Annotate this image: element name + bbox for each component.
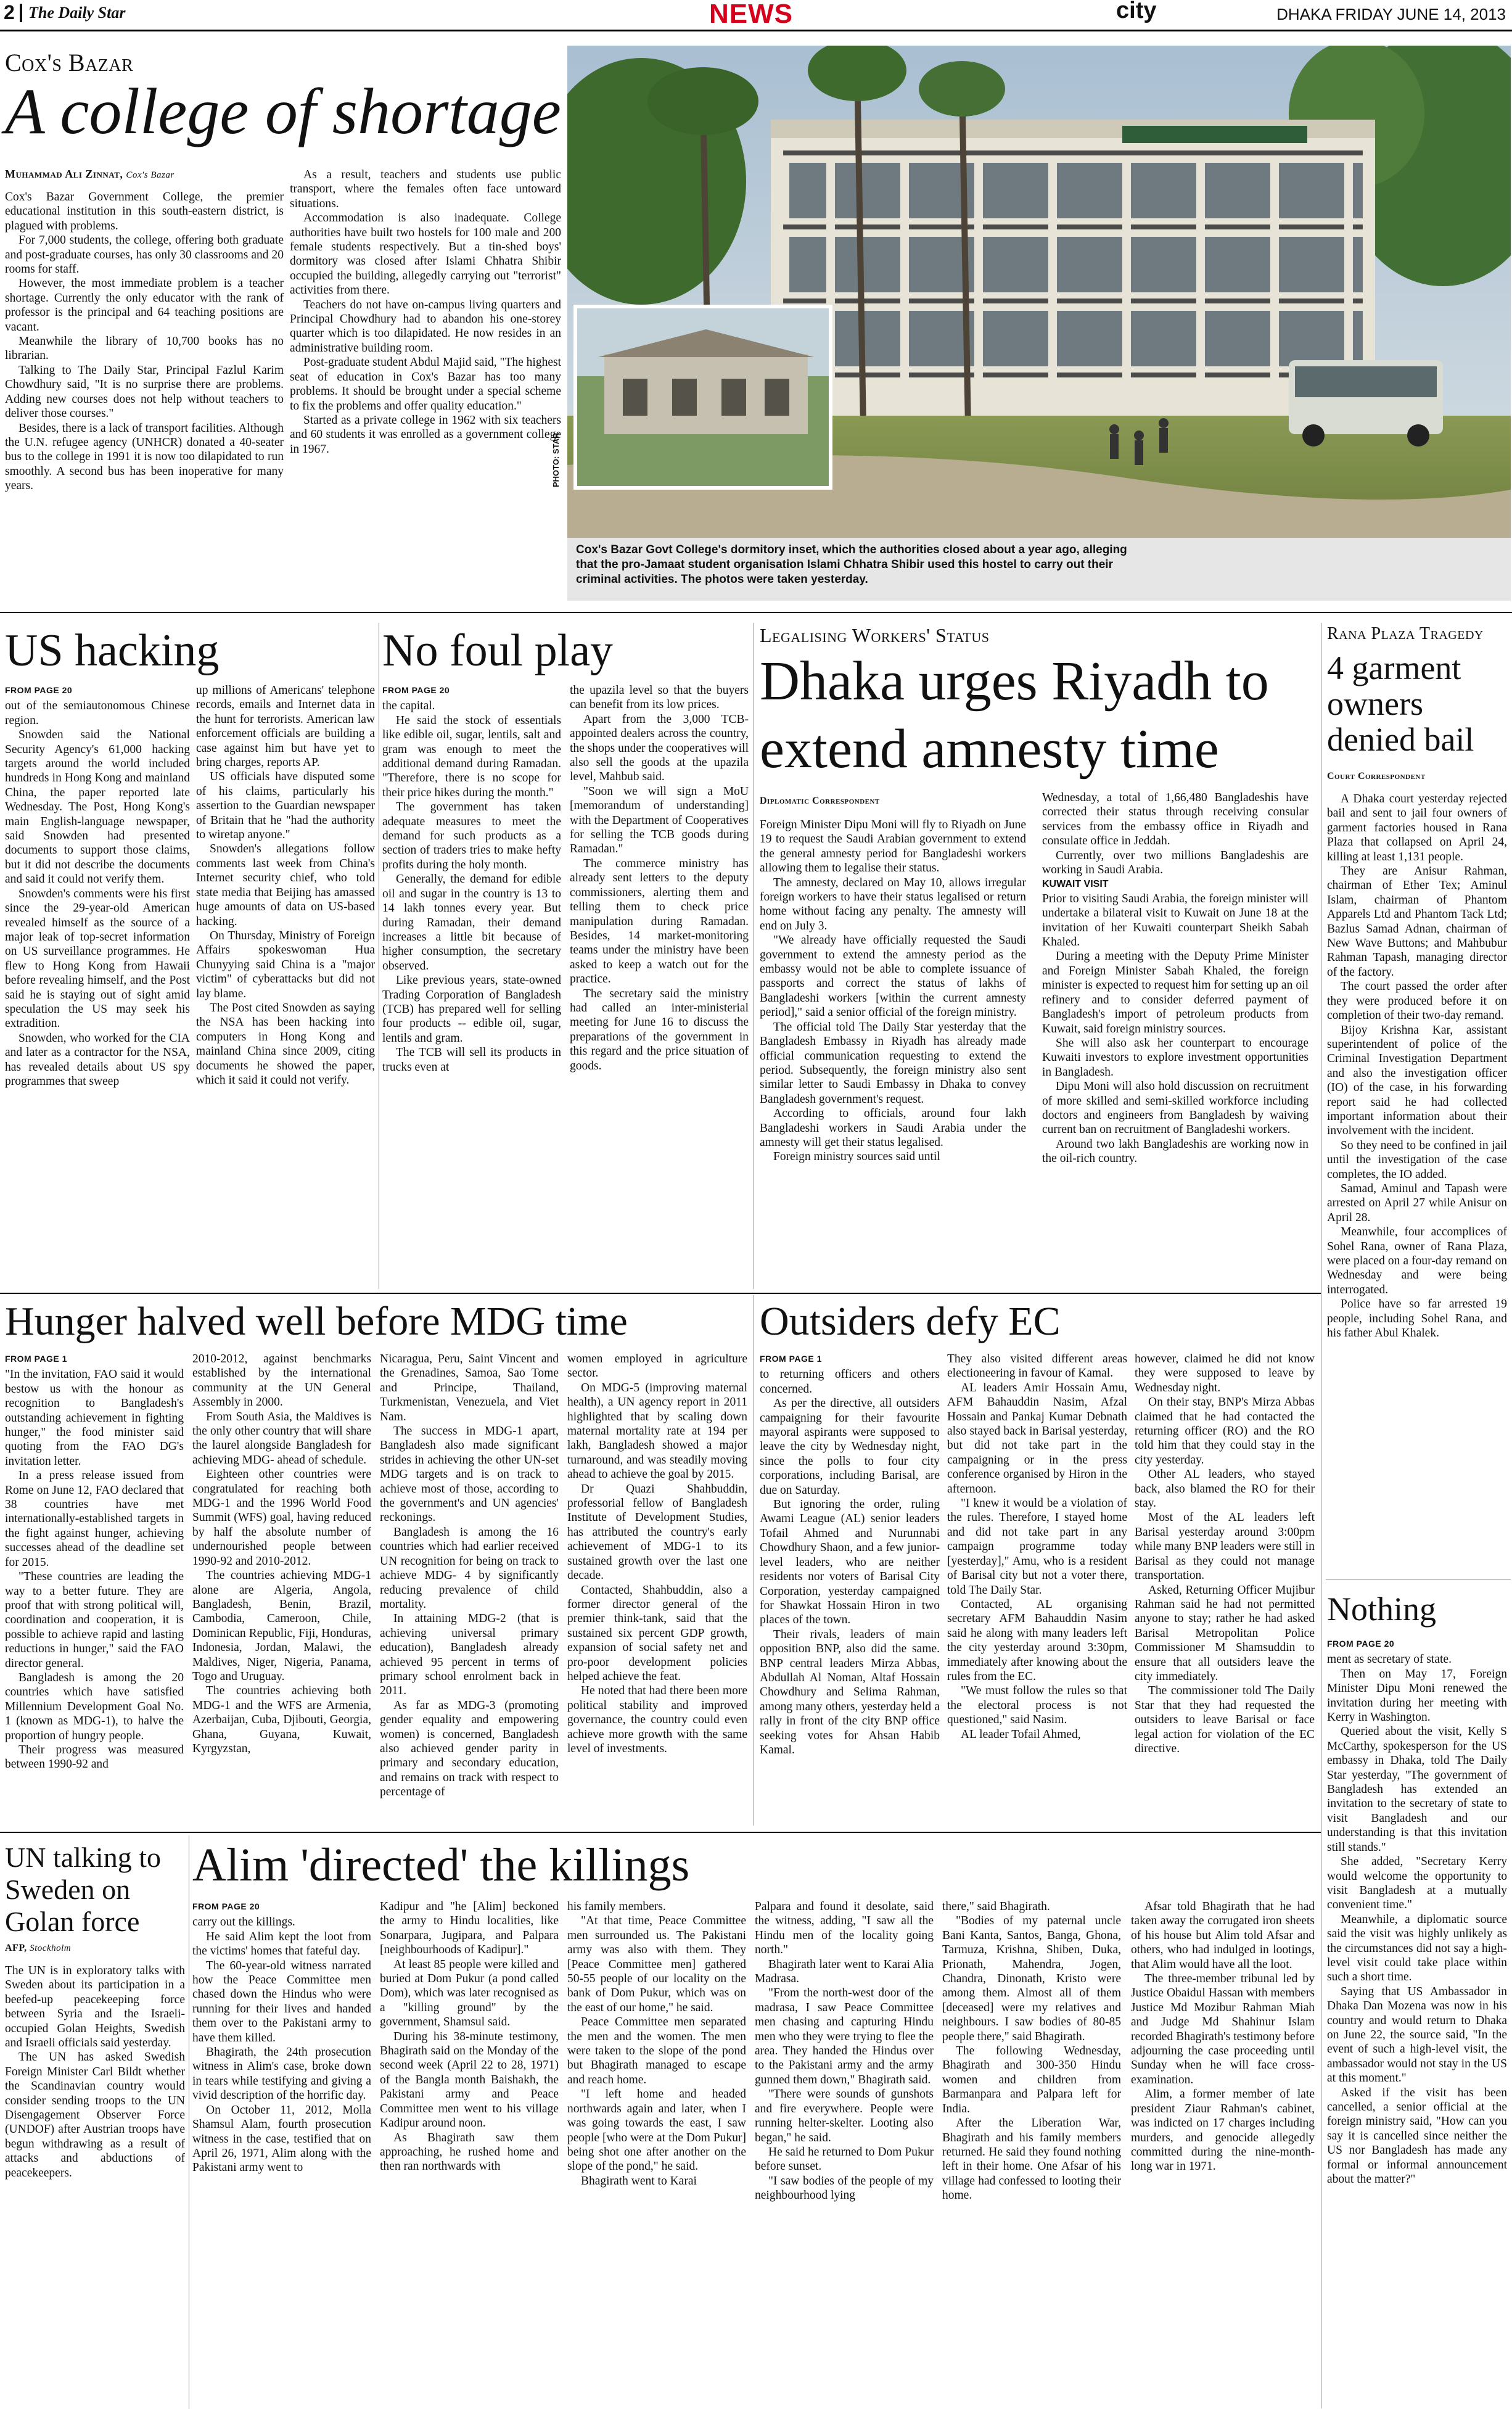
- article-paragraph: The UN has asked Swedish Foreign Minister Carl Bildt whether the Scandinavian country would consider sending troops to the UN Disengagement Observer Force (UNDOF) after Austrian troops have begun withdrawing as a result of attacks and abductions of peacekeepers.: [5, 2051, 185, 2180]
- masthead: [0, 0, 1512, 28]
- article-paragraph: Their rivals, leaders of main opposition BNP, also did the same. BNP central leaders Mirza Abbas, Abdullah Al Noman, Altaf Hossain Chowdhury and Selima Rahman, among many others, yesterday held a rally in front of the city BNP office seeking votes for Ahsan Habib Kamal.: [760, 1628, 940, 1756]
- article-paragraph: "We must follow the rules so that the electoral process is not questioned," said Nasim.: [947, 1684, 1127, 1727]
- article-paragraph: up millions of Americans' telephone records, emails and Internet data in the hunt for terrorists. American law enforcement officials are building a case against him but have yet to bring charges, reports AP.: [196, 684, 375, 770]
- article-paragraph: The secretary said the ministry had called an inter-ministerial meeting for June 16 to discuss the preparations of the government in this regard and the price situation of goods.: [570, 987, 749, 1073]
- article-paragraph: Queried about the visit, Kelly S McCarthy, spokesperson for the US embassy in Dhaka, told The Daily Star yesterday, "The government of Bangladesh has extended an invitation to the secretary of state to visit Bangladesh and our understanding is that this invitation still stands.": [1327, 1725, 1507, 1854]
- article-paragraph: Snowden's allegations follow comments last week from China's Internet security chief, who told state media that Beijing has amassed huge amounts of data on US-based hacking.: [196, 842, 375, 928]
- rana-headline: 4 garment owners denied bail: [1327, 649, 1474, 758]
- article-paragraph: The success in MDG-1 apart, Bangladesh also made significant strides in achieving the other UN-set MDG targets and is on track to achieve most of those, according to the government's and UN agencies' reckonings.: [380, 1425, 559, 1525]
- from-page-label: FROM PAGE 20: [192, 1901, 260, 1911]
- article-paragraph: Apart from the 3,000 TCB-appointed dealers across the country, the shops under the cooperatives will also sell the goods at the upazila level, Mahbub said.: [570, 712, 749, 784]
- article-paragraph: Post-graduate student Abdul Majid said, "The highest seat of education in Cox's Bazar has too many problems. It should be brought under a special scheme to fix the problems and offer quality education.": [290, 356, 561, 413]
- us-hacking-col-1: [5, 683, 190, 1285]
- hunger-col-2: [192, 1352, 371, 1821]
- article-paragraph: "There were sounds of gunshots and fire everywhere. People were running helter-skelter. Looting also began," he said.: [755, 2088, 934, 2144]
- article-paragraph: "I left home and headed northwards again and later, when I was going towards the east, I saw people [who were at the Dom Pukur] being shot one after another on the slope of the pond," he said.: [567, 2088, 746, 2173]
- article-paragraph: Generally, the demand for edible oil and sugar in the country is 13 to 14 lakh tonnes every year. But during Ramadan, their demand increases a little bit because of higher consumption, the secretary observed.: [382, 873, 561, 973]
- rana-col: [1327, 792, 1507, 1409]
- article-paragraph: "At that time, Peace Committee men surrounded us. The Pakistani army was also with them. They [Peace Committee men] gathered 50-55 people of our locality on the bank of Dom Pukur, which was on the east of our home," he said.: [567, 1914, 746, 2014]
- article-paragraph: ment as secretary of state.: [1327, 1653, 1452, 1666]
- college-byline: Muhammad Ali Zinnat, Cox's Bazar: [5, 168, 175, 180]
- article-paragraph: Bhagirath went to Karai: [581, 2174, 697, 2188]
- article-paragraph: He said the stock of essentials like edible oil, sugar, lentils, salt and gram was enough to meet the additional demand during Ramadan. "Therefore, there is no scope for their price hikes during the month.": [382, 714, 561, 799]
- from-page-label: FROM PAGE 20: [382, 685, 450, 695]
- article-paragraph: The countries achieving both MDG-1 and the WFS are Armenia, Azerbaijan, Cuba, Djibouti, Georgia, Ghana, Guyana, Kuwait, Kyrgyzstan,: [192, 1684, 371, 1755]
- article-paragraph: The government has taken adequate measures to meet the demand for such products as a section of traders tries to make hefty profits during the holy month.: [382, 801, 561, 871]
- hunger-col-3: [380, 1352, 559, 1821]
- article-paragraph: At least 85 people were killed and buried at Dom Pukur (a pond called Dom), which was later recognised as a "killing ground" by the government, Shamsul said.: [380, 1958, 559, 2029]
- article-paragraph: the capital.: [382, 699, 435, 713]
- subsection-label: city: [1116, 0, 1157, 23]
- article-paragraph: Contacted, AL organising secretary AFM Bahauddin Nasim said he along with many leaders left the city yesterday around 3:30pm, immediately after knowing about the rules from the EC.: [947, 1597, 1127, 1683]
- un-golan-headline: UN talking to Sweden on Golan force: [5, 1842, 161, 1937]
- article-paragraph: He said he returned to Dom Pukur before sunset.: [755, 2145, 934, 2173]
- section-rule: [0, 1293, 1321, 1294]
- article-paragraph: The official told The Daily Star yesterday that the Bangladesh Embassy in Riyadh has already made official communication requesting to extend the period. Subsequently, the foreign ministry also sent similar letter to Saudi Embassy in Dhaka to convey Bangladesh government's request.: [760, 1020, 1026, 1106]
- article-paragraph: Snowden's comments were his first since the 29-year-old American revealed himself as the source of a major leak of top-secret information on US surveillance programmes. He flew to Hong Kong from Hawaii before revealing himself, and the Post said he is staying out of sight amid speculation the US may seek his extradition.: [5, 887, 190, 1031]
- article-paragraph: "Soon we will sign a MoU [memorandum of understanding] with the Department of Cooperatives for selling the TCB goods during Ramadan.": [570, 784, 749, 856]
- article-paragraph: On Thursday, Ministry of Foreign Affairs spokeswoman Hua Chunyying said China is a "major victim" of cyberattacks but did not lay blame.: [196, 929, 375, 1000]
- un-golan-col: [5, 1964, 185, 2408]
- article-paragraph: But ignoring the order, ruling Awami League (AL) senior leaders Tofail Ahmed and Nurunnabi Chowdhury Shaon, and a few junior-level leaders, who are neither residents nor voters of Barisal City Corporation, yesterday campaigned for Shawkat Hossain Hiron in two places of the town.: [760, 1498, 940, 1627]
- alim-col-6: [1131, 1900, 1315, 2408]
- masthead-rule: [0, 30, 1512, 31]
- dateline: DHAKA FRIDAY JUNE 14, 2013: [1276, 5, 1506, 23]
- section-rule: [0, 1832, 1321, 1833]
- article-paragraph: Then on May 17, Foreign Minister Dipu Moni renewed the invitation during her meeting with Kerry in Washington.: [1327, 1667, 1507, 1724]
- article-paragraph: Meanwhile the library of 10,700 books has no librarian.: [5, 335, 284, 363]
- college-photo: [567, 46, 1511, 538]
- article-paragraph: Foreign ministry sources said until: [773, 1150, 940, 1164]
- riyadh-headline-line-2: extend amnesty time: [760, 719, 1219, 780]
- article-paragraph: to returning officers and others concerned.: [760, 1368, 940, 1396]
- article-paragraph: there," said Bhagirath.: [942, 1900, 1050, 1913]
- section-label: NEWS: [709, 0, 793, 29]
- article-paragraph: Wednesday, a total of 1,66,480 Bangladeshis have corrected their status through receiving consular services from the embassy office in Riyadh and consulate office in Jeddah.: [1042, 791, 1309, 848]
- article-paragraph: As far as MDG-3 (promoting gender equality and empowering women) is concerned, Bangladesh also achieved gender parity in primary and secondary education, and remains on track with respect to percentage of: [380, 1699, 559, 1799]
- article-paragraph: Kadipur and "he [Alim] beckoned the army to Hindu localities, like Sonarpara, Jugipara, and Palpara [neighbourhoods of Kadipur].": [380, 1900, 559, 1957]
- from-page-label: FROM PAGE 20: [5, 685, 73, 695]
- article-paragraph: As a result, teachers and students use public transport, where the females often face untoward situations.: [290, 168, 561, 210]
- article-paragraph: He said Alim kept the loot from the victims' homes that fateful day.: [192, 1930, 371, 1958]
- article-paragraph: Foreign Minister Dipu Moni will fly to Riyadh on June 19 to request the Saudi Arabian government to extend the general amnesty period for Bangladeshi workers allowing them to legalise their status.: [760, 818, 1026, 875]
- article-paragraph: Alim, a former member of late president Ziaur Rahman's cabinet, was indicted on 17 charges including murders, and genocide allegedly committed during the nine-month-long war in 1971.: [1131, 2088, 1315, 2173]
- photo-caption: Cox's Bazar Govt College's dormitory inset, which the authorities closed about a year ago, alleging that the pro-Jamaat student organisation Islami Chhatra Shibir used this hostel to carry out their criminal activities. The photos were taken yesterday.: [576, 543, 1127, 586]
- article-paragraph: Meanwhile, four accomplices of Sohel Rana, owner of Rana Plaza, were placed on a four-day remand on Wednesday and were being interrogated.: [1327, 1225, 1507, 1296]
- article-paragraph: "I knew it would be a violation of the rules. Therefore, I stayed home and did not take part in any campaign programme today [yesterday]," Amu, who is a resident of Barisal city but not a voter there, told The Daily Star.: [947, 1497, 1127, 1597]
- riyadh-kicker: Legalising Workers' Status: [760, 624, 990, 646]
- article-paragraph: On their stay, BNP's Mirza Abbas claimed that he had contacted the returning officer (RO) and the RO told him that they could stay in the city yesterday.: [1135, 1396, 1315, 1467]
- article-paragraph: "Bodies of my paternal uncle Bani Kanta, Santos, Banga, Ghona, Tarmuza, Krishna, Shiben, Duka, Prionath, Mahendra, Jogen, Chandra, Dinonath, Kristo were among them. Almost all of them [deceased] were my relatives and neighbours. I saw bodies of 80-85 people there," said Bhagirath.: [942, 1914, 1121, 2043]
- article-paragraph: On October 11, 2012, Molla Shamsul Alam, fourth prosecution witness in the case, testified that on April 26, 1971, Alim along with the Pakistani army went to: [192, 2103, 371, 2175]
- article-paragraph: A Dhaka court yesterday rejected bail and sent to jail four owners of garment factories housed in Rana Plaza that collapsed on April 24, killing at least 1,131 people.: [1327, 793, 1507, 863]
- article-paragraph: The commerce ministry has already sent letters to the deputy commissioners, alerting them and telling them to check price manipulation during Ramadan. Besides, 14 market-monitoring teams under the ministry have been asked to keep a watch out for the practice.: [570, 857, 749, 986]
- article-paragraph: Contacted, Shahbuddin, also a former director general of the premier think-tank, said that the sustained six percent GDP growth, expansion of social safety net and pro-poor development policies helped achieve the feat.: [567, 1583, 747, 1683]
- byline-place: Cox's Bazar: [126, 170, 175, 180]
- article-paragraph: Saying that US Ambassador in Dhaka Dan Mozena was now in his country and would return to Dhaka on June 22, the source said, "In the event of such a high-level visit, the ambassador would not stay in the US at this moment.": [1327, 1985, 1507, 2085]
- article-paragraph: his family members.: [567, 1900, 666, 1913]
- article-paragraph: Nicaragua, Peru, Saint Vincent and the Grenadines, Samoa, Sao Tome and Principe, Thailand, Turkmenistan, Venezuela, and Viet Nam.: [380, 1353, 559, 1423]
- no-foul-play-col-2: [570, 683, 749, 1285]
- article-paragraph: Snowden, who worked for the CIA and later as a contractor for the NSA, has revealed details about US spy programmes that sweep: [5, 1031, 190, 1088]
- riyadh-byline: Diplomatic Correspondent: [760, 796, 880, 806]
- article-paragraph: She will also ask her counterpart to encourage Kuwaiti investors to explore investment opportunities in Bangladesh.: [1042, 1036, 1309, 1079]
- college-headline: A college of shortage: [5, 75, 561, 147]
- article-paragraph: AL leaders Amir Hossain Amu, AFM Bahauddin Nasim, Afzal Hossain and Pankaj Kumar Debnath also stayed back in Barisal yesterday, but did not take part in the campaigning or in the press conference organised by Hiron in the afternoon.: [947, 1381, 1127, 1496]
- section-rule: [0, 612, 1512, 613]
- article-paragraph: As Bhagirath saw them approaching, he rushed home and then ran northwards with: [380, 2131, 559, 2173]
- article-paragraph: AL leader Tofail Ahmed,: [961, 1727, 1081, 1741]
- article-paragraph: Asked if the visit has been cancelled, a senior official at the foreign ministry said, "How can you say it is cancelled since neither the US nor Bangladesh has made any formal or informal announcement about the matter?": [1327, 2086, 1507, 2186]
- article-paragraph: Like previous years, state-owned Trading Corporation of Bangladesh (TCB) has prepared well for selling four products -- edible oil, sugar, lentils and gram.: [382, 974, 561, 1045]
- article-paragraph: the upazila level so that the buyers can benefit from its low prices.: [570, 684, 749, 712]
- article-paragraph: The court passed the order after they were produced before it on completion of their two-day remand.: [1327, 980, 1507, 1023]
- article-paragraph: Currently, over two millions Bangladeshis are working in Saudi Arabia.: [1042, 849, 1309, 877]
- kuwait-subhead: KUWAIT VISIT: [1042, 879, 1109, 890]
- article-paragraph: In a press release issued from Rome on June 12, FAO declared that 38 countries have met internationally-established targets in the fight against hunger, achieving successes ahead of the deadline set for 2015.: [5, 1469, 184, 1569]
- outsiders-headline: Outsiders defy EC: [760, 1299, 1061, 1344]
- paper-logo: The Daily Star: [28, 4, 126, 22]
- article-paragraph: The amnesty, declared on May 10, allows irregular foreign workers to have their status legalised or return home without facing any penalty. The amnesty will end on July 3.: [760, 876, 1026, 933]
- article-paragraph: Most of the AL leaders left Barisal yesterday around 3:00pm while many BNP leaders were still in Barisal as they could not manage transportation.: [1135, 1511, 1315, 1583]
- article-paragraph: Dipu Moni will also hold discussion on recruitment of more skilled and semi-skilled workforce including doctors and engineers from Bangladesh by waiving current ban on recruitment of Bangladeshi workers.: [1042, 1080, 1309, 1137]
- from-page-label: FROM PAGE 1: [5, 1354, 67, 1364]
- riyadh-col-1: [760, 818, 1026, 1287]
- article-paragraph: Eighteen other countries were congratulated for reaching both MDG-1 and the 1996 World Food Summit (WFS) goal, having reduced by half the absolute number of undernourished people between 1990-92 and 2010-2012.: [192, 1468, 371, 1568]
- article-paragraph: Bhagirath, the 24th prosecution witness in Alim's case, broke down in tears while testifying and giving a vivid description of the horrific day.: [192, 2046, 371, 2102]
- article-paragraph: As per the directive, all outsiders campaigning for their favourite mayoral aspirants were supposed to leave the city by Wednesday night, since the polls to four city corporations, including Barisal, are due on Saturday.: [760, 1397, 940, 1497]
- article-paragraph: On MDG-5 (improving maternal health), a UN agency report in 2011 highlighted that by scaling down maternal mortality rate at 194 per lakh, Bangladesh showed a major turnaround, and was steadily moving ahead to achieve the goal by 2015.: [567, 1381, 747, 1481]
- article-paragraph: Other AL leaders, who stayed back, also blamed the RO for their stay.: [1135, 1468, 1315, 1510]
- article-paragraph: Meanwhile, a diplomatic source said the visit was highly unlikely as the circumstances did not say a high-level visit could take place within such a short time.: [1327, 1913, 1507, 1984]
- article-paragraph: They are Anisur Rahman, chairman of Ether Tex; Aminul Islam, chairman of Phantom Apparels Ltd and Phantom Tack Ltd; Bazlus Samad Adnan, chairman of New Wave Buttons; and Mahbubur Rahman Tapash, managing director of the factory.: [1327, 865, 1507, 979]
- article-paragraph: Police have so far arrested 19 people, including Sohel Rana, and his father Abul Khalek.: [1327, 1298, 1507, 1340]
- article-paragraph: The countries achieving MDG-1 alone are Algeria, Angola, Bangladesh, Benin, Brazil, Cambodia, Cameroon, Chile, Dominican Republic, Fiji, Honduras, Indonesia, Jordan, Malawi, the Maldives, Niger, Nigeria, Panama, Togo and Uruguay.: [192, 1569, 371, 1683]
- article-paragraph: Bhagirath later went to Karai Alia Madrasa.: [755, 1958, 934, 1986]
- article-paragraph: For 7,000 students, the college, offering both graduate and post-graduate courses, has only 30 classrooms and 20 rooms for staff.: [5, 234, 284, 276]
- byline-name: Muhammad Ali Zinnat: [5, 168, 120, 180]
- riyadh-col-2: [1042, 791, 1309, 1287]
- article-paragraph: Afsar told Bhagirath that he had taken away the corrugated iron sheets of his house but Alim told Afsar and others, who had indulged in lootings, that Alim would have all the loot.: [1131, 1900, 1315, 1971]
- page-number-bar: [20, 4, 22, 22]
- hunger-col-1: [5, 1352, 184, 1821]
- article-paragraph: The three-member tribunal led by Justice Obaidul Hassan with members Justice Md Mozibur Rahman Miah and Judge Md Shahinur Islam recorded Bhagirath's testimony before adjourning the case proceeding until Sunday when he will face cross-examination.: [1131, 1972, 1315, 2086]
- photo-credit: PHOTO: STAR: [551, 432, 561, 487]
- hunger-col-4: [567, 1352, 747, 1821]
- article-paragraph: "In the invitation, FAO said it would bestow us with the honour as recognition to Bangladesh's outstanding achievement in fighting hunger," the food minister said quoting from the FAO DG's invitation letter.: [5, 1368, 184, 1468]
- article-paragraph: The commissioner told The Daily Star that they had requested the outsiders to leave Barisal or face legal action for violation of the EC directive.: [1135, 1684, 1315, 1755]
- article-paragraph: However, the most immediate problem is a teacher shortage. Currently the only educator with the rank of professor is the principal and 64 teaching positions are vacant.: [5, 277, 284, 334]
- from-page-label: FROM PAGE 1: [760, 1354, 822, 1364]
- no-foul-play-col-1: [382, 683, 561, 1285]
- article-paragraph: Peace Committee men separated the men and the women. The men were taken to the slope of the pond but Bhagirath managed to escape and reach home.: [567, 2016, 746, 2086]
- article-paragraph: Besides, there is a lack of transport facilities. Although the U.N. refugee agency (UNHCR) donated a 40-seater bus to the college in 1991 it is now too dilapidated to run smoothly. A second bus has been inoperative for many years.: [5, 421, 284, 493]
- article-paragraph: "I saw bodies of the people of my neighbourhood lying: [755, 2174, 934, 2202]
- article-paragraph: US officials have disputed some of his claims, particularly his assertion to the Guardian newspaper of Britain that he "had the authority to wiretap anyone.": [196, 770, 375, 842]
- article-paragraph: The Post cited Snowden as saying the NSA has been hacking into computers in Hong Kong and mainland China since 2009, citing documents he showed the paper, which it said it could not verify.: [196, 1001, 375, 1087]
- article-paragraph: Snowden said the National Security Agency's 61,000 hacking targets around the world included hundreds in Hong Kong and mainland China, the paper reported late Wednesday. The Post, Hong Kong's main English-language newspaper, said Snowden had presented documents to support those claims, but it did not describe the documents and said it could not verify them.: [5, 728, 190, 886]
- nothing-headline: Nothing: [1327, 1591, 1437, 1628]
- nothing-col: [1327, 1637, 1507, 2407]
- article-paragraph: Dr Quazi Shahbuddin, professorial fellow of Bangladesh Institute of Development Studies, has attributed the country's early achievement of MDG-1 to its sustained growth over the last one decade.: [567, 1482, 747, 1583]
- article-paragraph: 2010-2012, against benchmarks established by the international community at the UN General Assembly in 2000.: [192, 1353, 371, 1409]
- from-page-label: FROM PAGE 20: [1327, 1639, 1395, 1649]
- article-paragraph: women employed in agriculture sector.: [567, 1353, 747, 1380]
- article-paragraph: Palpara and found it desolate, said the witness, adding, "I saw all the Hindu men of the locality going north.": [755, 1900, 934, 1957]
- article-paragraph: Bijoy Krishna Kar, assistant superintendent of police of the Criminal Investigation Department and also the investigation officer (IO) of the case, in his forwarding report said he had collected important information about their involvement with the incident.: [1327, 1023, 1507, 1138]
- article-paragraph: Samad, Aminul and Tapash were arrested on April 27 while Anisur on April 28.: [1327, 1182, 1507, 1224]
- article-paragraph: out of the semiautonomous Chinese region.: [5, 699, 190, 727]
- article-paragraph: After the Liberation War, Bhagirath and his family members returned. He said they found nothing left in their home. One Afsar of his village had confessed to looting their home.: [942, 2117, 1121, 2202]
- alim-headline: Alim 'directed' the killings: [192, 1839, 690, 1891]
- article-paragraph: From South Asia, the Maldives is the only other country that will share the laurel alongside Bangladesh for achieving MDG- ahead of schedule.: [192, 1410, 371, 1467]
- article-paragraph: Talking to The Daily Star, Principal Fazlul Karim Chowdhury said, "It is no surprise there are problems. Adding new courses does not help without teachers to deliver those courses.": [5, 363, 284, 421]
- article-paragraph: During his 38-minute testimony, Bhagirath said on the Monday of the second week (April 22 to 28, 1971) of the Bangla month Baishakh, the Pakistani army and Peace Committee men went to his village Kadipur around noon.: [380, 2030, 559, 2130]
- college-col-2: [290, 168, 561, 602]
- rana-byline: Court Correspondent: [1327, 771, 1426, 781]
- article-paragraph: The TCB will sell its products in trucks even at: [382, 1046, 561, 1074]
- article-paragraph: Bangladesh is among the 16 countries which had earlier received UN recognition for being on track to achieve MDG- 4 by significantly reducing prevalence of child mortality.: [380, 1525, 559, 1611]
- article-paragraph: During a meeting with the Deputy Prime Minister and Foreign Minister Sabah Khaled, the foreign minister is expected to request him for setting up an oil refinery and to consider deferred payment of Bangladesh's import of petroleum products from Kuwait, said foreign ministry sources.: [1042, 950, 1309, 1036]
- page-number: 2: [4, 1, 15, 23]
- outsiders-col-2: [947, 1352, 1127, 1821]
- college-building-image: [567, 46, 1511, 538]
- byline-place: Stockholm: [30, 1943, 72, 1953]
- article-paragraph: Their progress was measured between 1990-92 and: [5, 1743, 184, 1771]
- outsiders-col-3: [1135, 1352, 1315, 1821]
- article-paragraph: however, claimed he did not know they were supposed to leave by Wednesday night.: [1135, 1353, 1315, 1394]
- article-paragraph: So they need to be confined in jail until the investigation of the case completes, the IO added.: [1327, 1139, 1507, 1181]
- no-foul-play-headline: No foul play: [382, 625, 614, 676]
- alim-col-1: [192, 1900, 371, 2408]
- hunger-headline: Hunger halved well before MDG time: [5, 1299, 628, 1344]
- article-paragraph: Cox's Bazar Government College, the premier educational institution in this south-eastern district, is plagued with problems.: [5, 191, 284, 233]
- outsiders-col-1: [760, 1352, 940, 1821]
- rana-kicker: Rana Plaza Tragedy: [1327, 624, 1484, 643]
- article-paragraph: Bangladesh is among the 20 countries which have satisfied Millennium Development Goal No. 1 (known as MDG-1), to halve the proportion of hungry people.: [5, 1671, 184, 1742]
- article-paragraph: Accommodation is also inadequate. College authorities have built two hostels for 100 male and 200 female students respectively. But a tin-shed boys' dormitory was closed after Islami Chhatra Shibir occupied the building, allegedly carrying out "terrorist" activities from there.: [290, 212, 561, 297]
- us-hacking-headline: US hacking: [5, 625, 220, 676]
- article-paragraph: He noted that had there been more political stability and improved governance, the country could even achieve more growth with the same level of investments.: [567, 1684, 747, 1755]
- article-paragraph: carry out the killings.: [192, 1916, 295, 1929]
- college-col-1: [5, 190, 284, 602]
- article-paragraph: They also visited different areas electioneering in favour of Kamal.: [947, 1353, 1127, 1380]
- article-paragraph: The 60-year-old witness narrated how the Peace Committee men chased down the Hindus who were running for their lives and handed them over to the Pakistani army to have them killed.: [192, 1959, 371, 2045]
- article-paragraph: "From the north-west door of the madrasa, I saw Peace Committee men chasing and capturing Hindu men who they were trying to flee the area. They handed the Hindus over to the Pakistani army and the army gunned them down," Bhagirath said.: [755, 1987, 934, 2086]
- article-paragraph: According to officials, around four lakh Bangladeshi workers in Saudi Arabia under the amnesty will get their status legalised.: [760, 1107, 1026, 1149]
- article-paragraph: Prior to visiting Saudi Arabia, the foreign minister will undertake a bilateral visit to Kuwait on June 18 at the invitation of her Kuwaiti counterpart Sheikh Sabah Khaled.: [1042, 892, 1309, 949]
- article-paragraph: The UN is in exploratory talks with Sweden about its participation in a beefed-up peacekeeping force between Syria and the Israeli-occupied Golan Heights, Swedish and Israeli officials said yesterday.: [5, 1964, 185, 2050]
- riyadh-headline-line-1: Dhaka urges Riyadh to: [760, 651, 1269, 712]
- article-paragraph: "These countries are leading the way to a better future. They are proof that with strong political will, coordination and cooperation, it is possible to achieve rapid and lasting reductions in hunger," said the FAO director general.: [5, 1570, 184, 1670]
- article-paragraph: Around two lakh Bangladeshis are working now in the oil-rich country.: [1042, 1137, 1309, 1166]
- us-hacking-col-2: [196, 683, 375, 1285]
- article-paragraph: Started as a private college in 1962 with six teachers and 60 students it was enrolled as a government college in 1967.: [290, 413, 561, 456]
- article-paragraph: In attaining MDG-2 (that is achieving universal primary education), Bangladesh already achieved 95 percent in terms of primary school enrolment back in 2011.: [380, 1612, 559, 1698]
- un-golan-byline: AFP, Stockholm: [5, 1943, 72, 1953]
- article-paragraph: Asked, Returning Officer Mujibur Rahman said he had not permitted anyone to stay; rather he had asked Barisal Metropolitan Police Commissioner M Shamsuddin to ensure that all outsiders leave the city immediately.: [1135, 1583, 1315, 1683]
- article-paragraph: The following Wednesday, Bhagirath and 300-350 Hindu women and children from Barmanpara and Palpara left for India.: [942, 2045, 1121, 2115]
- caption-box: [567, 538, 1511, 601]
- article-paragraph: "We already have officially requested the Saudi government to extend the amnesty period as the embassy would not be able to complete issuance of passports and correct the status of lakhs of Bangladeshi workers [within the current amnesty period]," said a senior official of the foreign ministry.: [760, 934, 1026, 1019]
- article-paragraph: Teachers do not have on-campus living quarters and Principal Chowdhury had to abandon his one-storey quarter which is too dilapidated. He now resides in an administrative building room.: [290, 298, 561, 355]
- college-kicker: Cox's Bazar: [5, 49, 134, 76]
- alim-col-4: [755, 1900, 934, 2408]
- alim-col-5: [942, 1900, 1121, 2408]
- alim-col-2: [380, 1900, 559, 2408]
- alim-col-3: [567, 1900, 746, 2408]
- article-paragraph: She added, "Secretary Kerry would welcome the opportunity to visit Bangladesh at a mutually convenient time.": [1327, 1855, 1507, 1912]
- byline-name: AFP: [5, 1943, 25, 1953]
